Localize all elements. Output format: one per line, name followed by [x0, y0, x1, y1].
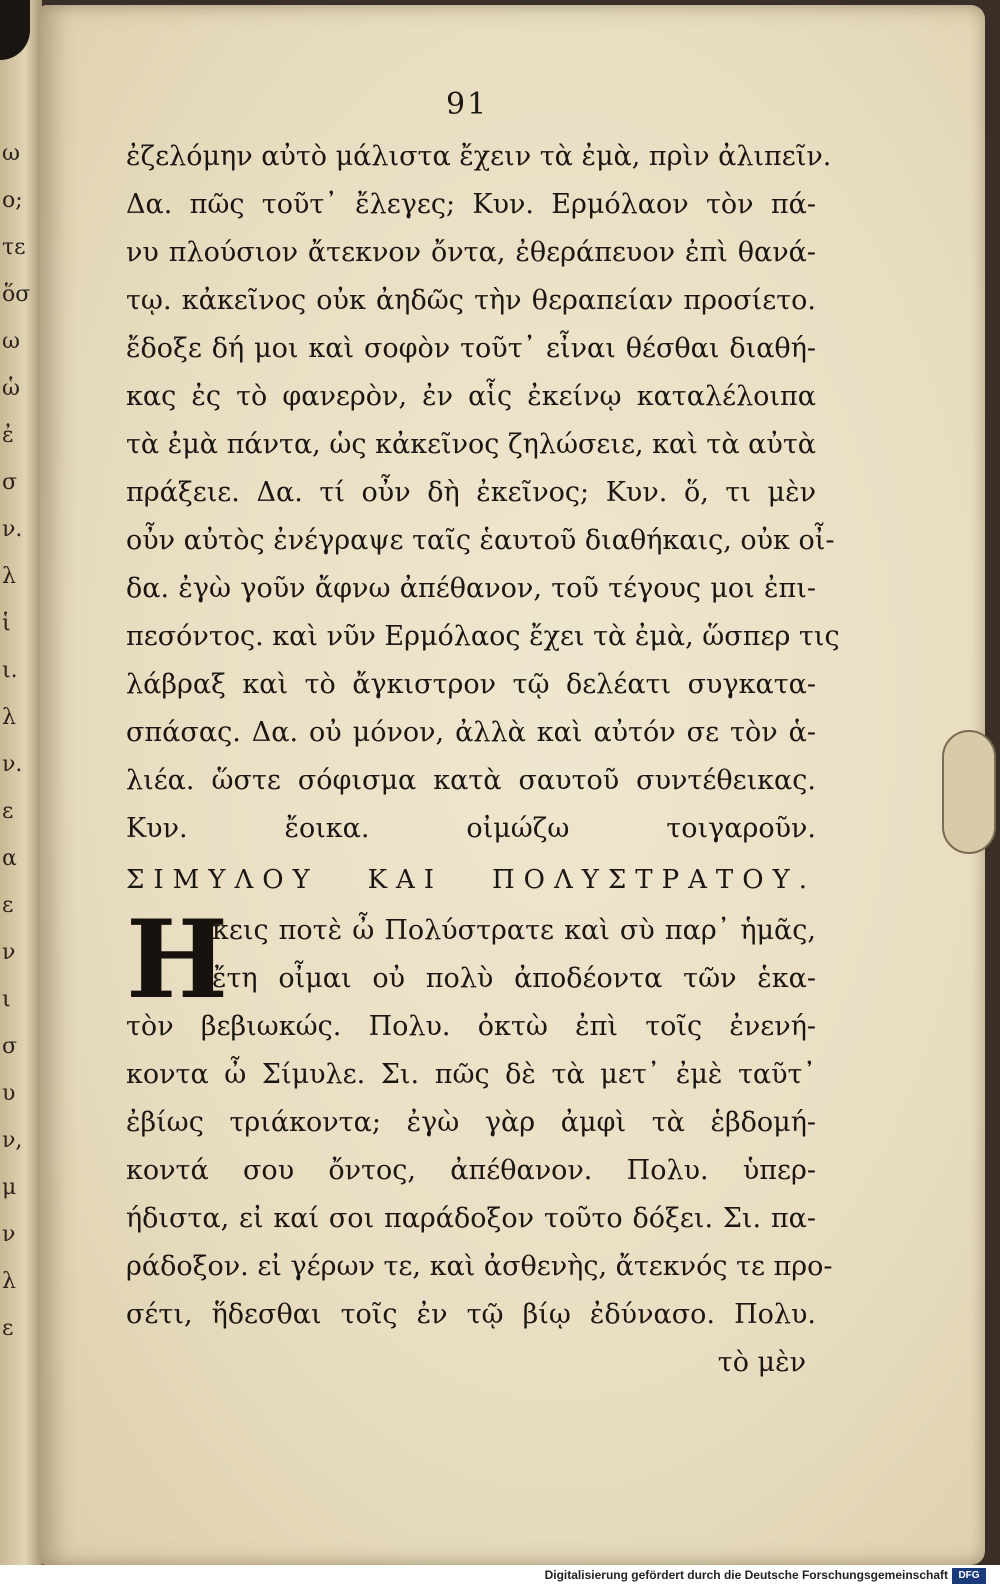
text-line: σπάσας. Δα. οὐ μόνον, ἀλλὰ καὶ αὐτόν σε τὸν ἁ- — [126, 717, 816, 748]
text-line: πράξειε. Δα. τί οὖν δὴ ἐκεῖνος; Κυν. ὅ, τι μὲν — [126, 477, 816, 508]
text-line: Δα. πῶς τοῦτ᾽ ἔλεγες; Κυν. Ερμόλαον τὸν πά- — [126, 189, 816, 220]
text-line: κοντα ὦ Σίμυλε. Σι. πῶς δὲ τὰ μετ᾽ ἐμὲ ταῦτ᾽ — [126, 1059, 816, 1090]
dfg-logo: DFG — [952, 1568, 986, 1584]
text-line: τῳ. κἀκεῖνος οὐκ ἀηδῶς τὴν θεραπείαν προσίετο. — [126, 285, 816, 316]
page-tab-marker — [942, 730, 996, 854]
text-line: ἐβίως τριάκοντα; ἐγὼ γὰρ ἀμφὶ τὰ ἑβδομή- — [126, 1107, 816, 1138]
text-line: πεσόντος. καὶ νῦν Ερμόλαος ἔχει τὰ ἐμὰ, ὥσπερ τις — [126, 621, 840, 652]
page-number: 91 — [446, 87, 489, 122]
dialogue-section-1 — [126, 133, 840, 853]
text-line: ἔτη οἶμαι οὐ πολὺ ἀποδέοντα τῶν ἑκα- — [212, 963, 816, 994]
text-line: κας ἐς τὸ φανερὸν, ἐν αἷς ἐκείνῳ καταλέλοιπα — [126, 381, 816, 412]
footer-bar — [0, 1565, 1000, 1588]
text-block — [126, 133, 840, 1387]
text-line: λάβραξ καὶ τὸ ἄγκιστρον τῷ δελέατι συγκατα- — [126, 669, 816, 700]
text-line: ἐζελόμην αὐτὸ μάλιστα ἔχειν τὰ ἐμὰ, πρὶν ἀλιπεῖν. — [126, 141, 832, 172]
indented-lines — [126, 907, 816, 1003]
text-line: νυ πλούσιον ἄτεκνον ὄντα, ἐθεράπευον ἐπὶ θανά- — [126, 237, 816, 268]
body-lines — [126, 1003, 833, 1339]
text-line: Κυν. ἔοικα. οἰμώζω τοιγαροῦν. — [126, 813, 816, 844]
text-line: ήδιστα, εἰ καί σοι παράδοξον τοῦτο δόξει. Σι. πα- — [126, 1203, 816, 1234]
left-page-fragments: ω ο; τε ὅσ ω ὡ ἐ σ ν. λ ἱ ι. λ ν. ε α ε ν ι σ υ ν, μ ν λ ε — [2, 141, 31, 1341]
text-line: λιέα. ὥστε σόφισμα κατὰ σαυτοῦ συντέθεικας. — [126, 765, 816, 796]
text-line: τὸν βεβιωκώς. Πολυ. ὀκτὼ ἐπὶ τοῖς ἐνενή- — [126, 1011, 816, 1042]
dialogue-section-2 — [126, 897, 833, 1339]
text-line: τὰ ἐμὰ πάντα, ὡς κἀκεῖνος ζηλώσειε, καὶ τὰ αὐτὰ — [126, 429, 816, 460]
text-line: κεις ποτὲ ὦ Πολύστρατε καὶ σὺ παρ᾽ ἡμᾶς, — [212, 915, 816, 946]
funding-credit: Digitalisierung gefördert durch die Deutsche Forschungsgemeinschaft — [544, 1568, 948, 1582]
text-line: δα. ἐγὼ γοῦν ἄφνω ἀπέθανον, τοῦ τέγους μοι ἐπι- — [126, 573, 816, 604]
left-page-edge — [0, 0, 42, 1565]
text-line: οὖν αὐτὸς ἐνέγραψε ταῖς ἑαυτοῦ διαθήκαις, οὐκ οἶ- — [126, 525, 835, 556]
binding-shadow — [0, 0, 30, 60]
book-page — [40, 5, 985, 1565]
catchword: τὸ μὲν — [717, 1347, 806, 1378]
text-line: σέτι, ἥδεσθαι τοῖς ἐν τῷ βίῳ ἐδύνασο. Πολυ. — [126, 1299, 816, 1330]
drop-cap-initial: Η — [126, 897, 229, 1023]
dialogue-heading: ΣΙΜΥΛΟΥ ΚΑΙ ΠΟΛΥΣΤΡΑΤΟΥ. — [126, 865, 816, 895]
text-line: ράδοξον. εἰ γέρων τε, καὶ ἀσθενὴς, ἄτεκνός τε προ- — [126, 1251, 833, 1282]
text-line: κοντά σου ὄντος, ἀπέθανον. Πολυ. ὑπερ- — [126, 1155, 816, 1186]
text-line: ἔδοξε δή μοι καὶ σοφὸν τοῦτ᾽ εἶναι θέσθαι διαθή- — [126, 333, 816, 364]
